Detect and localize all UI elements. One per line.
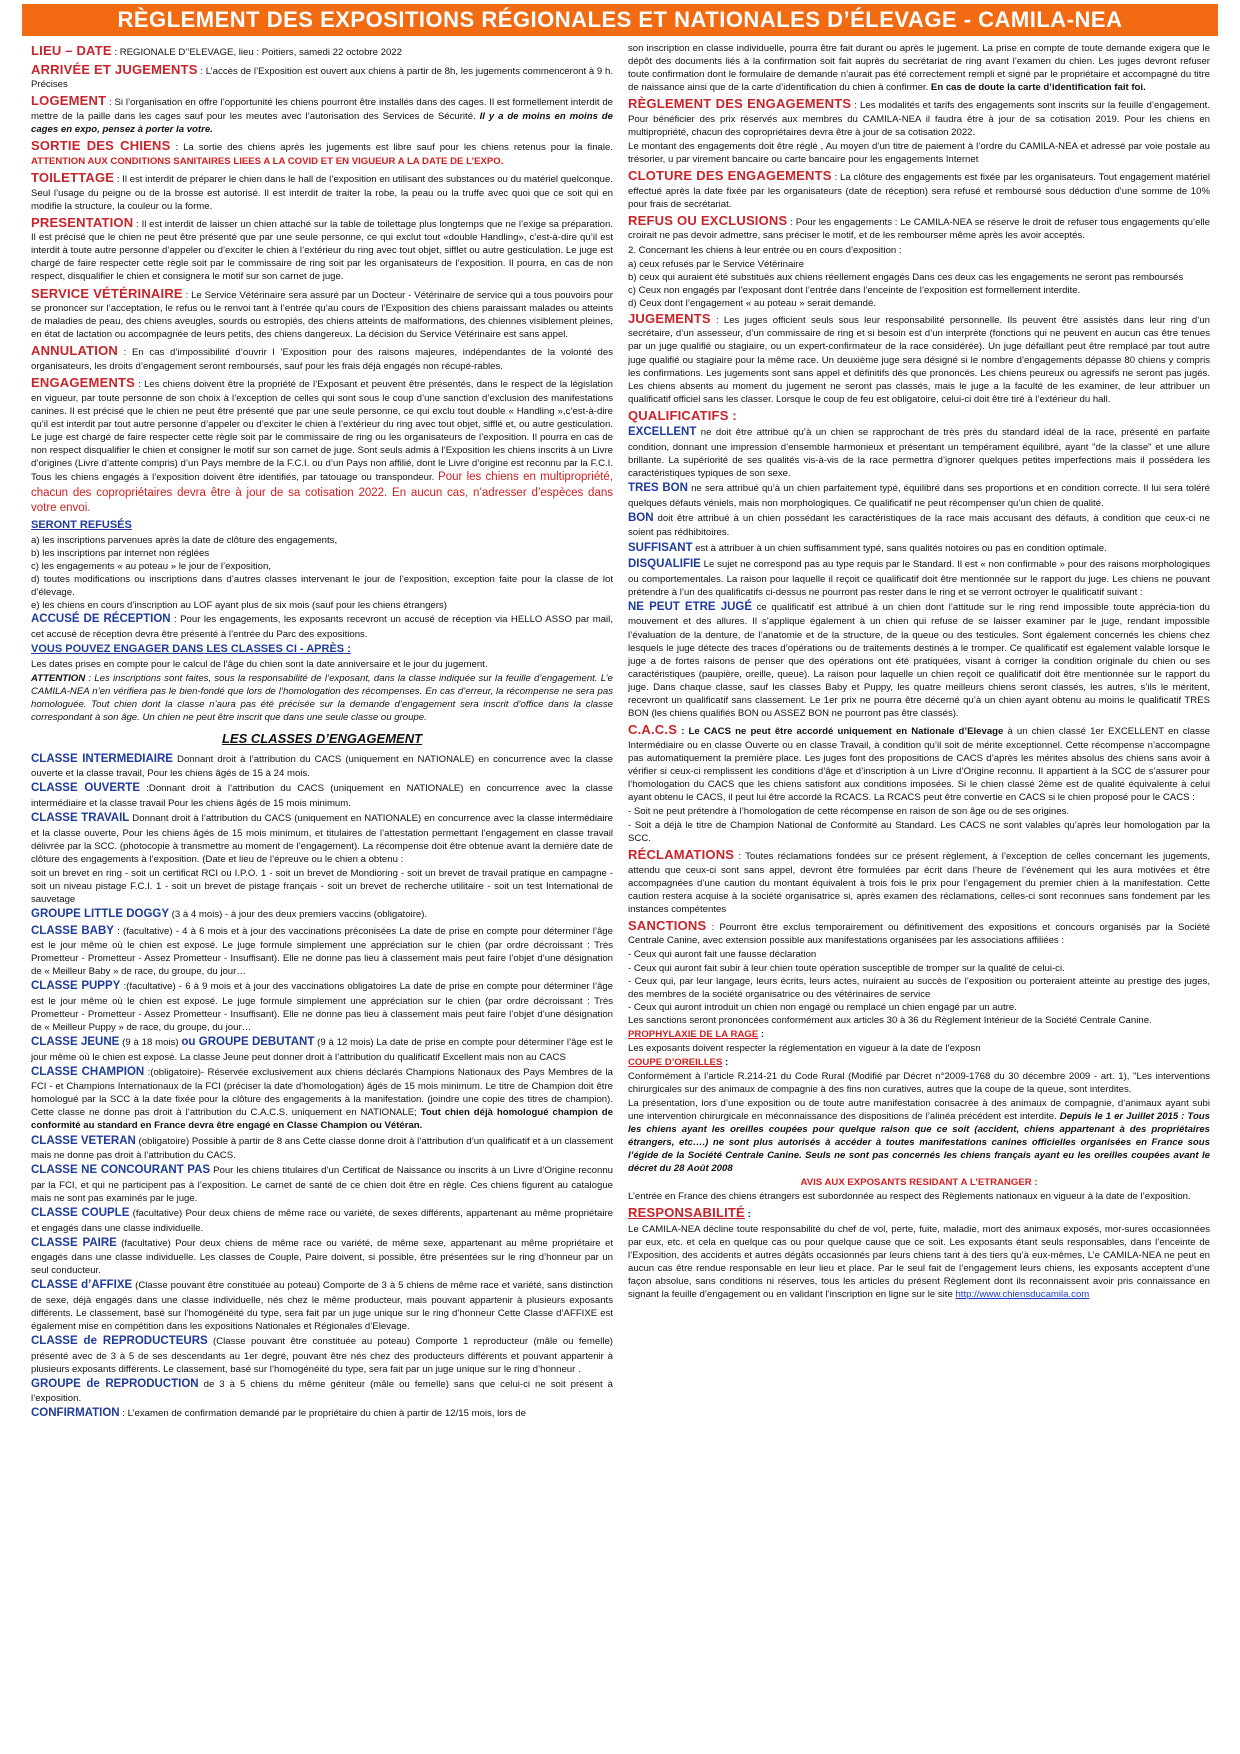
- section-cloture: CLOTURE DES ENGAGEMENTS : La clôture des engagements est fixée par les organisateurs. Tout engagement matériel effectué après la date fixée par les organisateurs (date de réception) sera refusé et remboursé sous déduction d’une somme de 10% pour frais de secrétariat.: [628, 168, 1210, 210]
- class-confirmation: CONFIRMATION : L’examen de confirmation demandé par le propriétaire du chien à partir de 12/15 mois, lors de: [31, 1407, 526, 1420]
- heading-engagements: ENGAGEMENTS: [31, 375, 136, 391]
- section-presentation: PRESENTATION : Il est interdit de laisser un chien attaché sur la table de toilettage plus longtemps que ne l’exige sa préparation. Il est précisé que le chien ne peut être présenté que par une seule personne, ce qui exclut tout «double Handling», c’est-à-dire qu’il est interdit à toute autre personne d’appeler ou d’exciter le chien à l’extérieur du ring avec tout objet, sifflet ou autre gesticulation. Le juge est chargé de faire respecter cette règle soit par le commissaire de ring soit par les organisateurs de l’exposition. Il pourra, en cas de non respect, disqualifier le chien et consignera le motif sur son carnet de juge.: [31, 214, 613, 283]
- section-toilettage: TOILETTAGE : Il est interdit de préparer le chien dans le hall de l’exposition en utilisant des substances ou du matériel quelconque. Seul l’usage du peigne ou de la brosse est autorisé. Il est interdit de traiter la robe, la peau ou la truffe avec quoi que ce soit qui en modifie la structure, la couleur ou la forme.: [31, 169, 613, 212]
- class-jeune: CLASSE JEUNE (9 à 18 mois) ou GROUPE DEBUTANT (9 à 12 mois) La date de prise en compte pour déterminer l’âge est le jour même où le chien est exposé. La classe Jeune peut donner droit à l’attribution du qualificatif Excellent mais non au CACS: [31, 1036, 613, 1063]
- heading-sanctions: SANCTIONS: [628, 917, 707, 933]
- left-column: LIEU – DATE : REGIONALE D’’ELEVAGE, lieu : Poitiers, samedi 22 octobre 2022 ARRIVÉE ET JUGEMENTS : L’accès de l’Exposition est ouvert aux chiens à partir de 8h, les jugements commenceront à 9 h. Précises LOGEMENT : Si l’organisation en offre l’opportunité les chiens pourront être installés dans des cages. Il est formellement interdit de mettre de la paille dans les cages sauf pour les meutes avec l’autorisation des Services de Sécurité. Il y a de moins en moins de cages en expo, pensez à porter la votre. SORTIE DES CHIENS : La sortie des chiens après les jugements est libre sauf pour les chiens retenus pour la finale. ATTENTION AUX CONDITIONS SANITAIRES LIEES A LA COVID ET EN VIGUEUR A LA DATE DE L’EXPO. TOILETTAGE : Il est interdit de préparer le chien dans le hall de l’exposition en utilisant des substances ou du matériel quelconque. Seul l’usage du peigne ou de la brosse est autorisé. Il est interdit de traiter la robe, la peau ou la truffe avec quoi que ce soit qui en modifie la structure, la couleur ou la forme. PRESENTATION : Il est interdit de laisser un chien attaché sur la table de toilettage plus longtemps que ne l’exige sa préparation. Il est précisé que le chien ne peut être présenté que par une seule personne, ce qui exclut tout «double Handling», c’est-à-dire qu’il est interdit à toute autre personne d’appeler ou d’exciter le chien à l’extérieur du ring avec tout objet, sifflet ou autre gesticulation. Le juge est chargé de faire respecter cette règle soit par le commissaire de ring soit par les organisateurs de l’exposition. Il pourra, en cas de non respect, disqualifier le chien et consignera le motif sur son carnet de juge. SERVICE VÉTÉRINAIRE : Le Service Vétérinaire sera assuré par un Docteur - Vétérinaire de service qui a tous pouvoirs pour se prononcer sur l’acceptation, le refus ou le renvoi tant à l’entrée qu’au cours de l’Exposition des chiens paraissant malades ou atteints de maladies de peau, des chiens aveugles, sourds ou estropiés, des chiens atteints de malformations, des chiennes visiblement pleines, en état de lactation ou accompagnée de leurs petits, des chiens dangereux. La décision du Service Vétérinaire est sans appel. ANNULATION : En cas d’impossibilité d’ouvrir l ’Exposition pour des raisons majeures, indépendantes de la volonté des organisateurs, les droits d’engagement seront remboursés, sauf pour les frais déjà engagés non récupé-rables. ENGAGEMENTS : Les chiens doivent être la propriété de l’Exposant et peuvent être présentés, dans le respect de la législation en vigueur, par toute personne de son choix à l’exception de celles qui sont sous le coup d’une sanction d’exclusion des manifestations canines. Il est précisé que le chien ne peut être présenté que par une seule personne, ce qui exclu tout double « Handling »,c’est-à-dire qu’il est interdit par tout autre personne d’appeler ou d’exciter le chien à l’extérieur du ring avec tout objet, sifflé et, ou autre gesticulation. Le juge est chargé de faire respecter cette règle soit par le commissaire de ring ou les organisateurs de l’exposition. Il pourra en cas de non respect disqualifier le chien et consigner le motif sur son carnet de juge. Sont seuls admis à l’Exposition les chiens inscrits à un Livre d’origines (Livre d’attente compris) d’un Pays membre de la F.C.I. ou d’un Pays non affilié, dont le Livre d’origine est reconnu par la F.C.I. Tous les chiens engagés à l’exposition doivent être identifiés, par tatouage ou transpondeur. Pour les chiens en multipropriété, chacun des copropriétaires devra être à jour de sa cotisation 2022. En aucun cas, n’adresser d’espèces dans votre envoi. SERONT REFUSÉS a) les inscriptions parvenues après la date de clôture des engagements, b) les inscriptions par internet non réglées c) les engagements « au poteau » le jour de l’exposition, d) toutes modifications ou inscriptions dans d’autres classes intervenant le jour de l’exposition, exception faite pour la classe de lot d’élevage. e) les chiens en cours d’inscription au LOF ayant plus de six mois (sauf pour les chiens étrangers) ACCUSÉ DE RÉCEPTION : Pour les engagements, les exposants recevront un accusé de réception via HELLO ASSO par mail, cet accusé de réception devra être présenté à l’entrée du Parc des expositions. VOUS POUVEZ ENGAGER DANS LES CLASSES CI - APRÈS : Les dates prises en compte pour le calcul de l’âge du chien sont la date anniversaire et le jour du jugement. ATTENTION : Les inscriptions sont faites, sous la responsabilité de l’exposant, dans la classe indiquée sur la feuille d’engagement. L’e CAMILA-NEA n’en vérifiera pas le bien-fondé que lors de l’homologation des récompenses. En cas d’erreur, la récompense ne sera pas homologuée. Tout chien dont la classe n’aura pas été précisée sur la demande d’engagement sera inscrit d’office dans la classe correspondant à son âge. Un chien ne peut être inscrit que dans une seule classe ou groupe. LES CLASSES D’ENGAGEMENT CLASSE INTERMEDIAIRE Donnant droit à l’attribution du CACS (uniquement en NATIONALE) en concurrence avec la classe ouverte et la classe travail, Pour les chiens âgés de 15 à 24 mois. CLASSE OUVERTE :Donnant droit à l’attribution du CACS (uniquement en NATIONALE) en concurrence avec la classe intermédiaire et la classe travail Pour les chiens âgés de 15 mois minimum. CLASSE TRAVAIL Donnant droit à l’attribution du CACS (uniquement en NATIONALE) en concurrence avec la classe intermédiaire et la classe ouverte, Pour les chiens âgés de 15 mois minimum, et titulaires de l’attestation permettant l’engagement en classe travail délivrée par la SCC. (photocopie à transmettre au moment de l’engagement). La récompense doit être obtenue avant la dernière date de clôture des engagements à l’exposition. (Date et lieu de l’épreuve ou le chien a obtenu : soit un brevet en ring - soit un certificat RCI ou I.P.O. 1 - soit un brevet de Mondioring - soit un brevet de travail pratique en campagne - soit un niveau pistage F.C.I. 1 - soit un brevet de pistage français - soit un brevet de recherche utilitaire - soit un test International de sauvetage GROUPE LITTLE DOGGY (3 à 4 mois) - à jour des deux premiers vaccins (obligatoire). CLASSE BABY : (facultative) - 4 à 6 mois et à jour des vaccinations préconisées La date de prise en compte pour déterminer l’âge est le jour même où le chien est exposé. Le juge formule simplement une appréciation sur le chien (par ordre décroissant : Très Prometteur - Prometteur - Assez Prometteur - Insuffisant). Elle ne donne pas lieu à classement mais peut faire l’objet d’une désignation de « Meilleur Baby » de race, du groupe, du jour… CLASSE PUPPY :(facultative) - 6 à 9 mois et à jour des vaccinations obligatoires La date de prise en compte pour déterminer l’âge est le jour même où le chien est exposé. Le juge formule simplement une appréciation sur le chien (par ordre décroissant : Très Prometteur - Prometteur - Assez Prometteur - Insuffisant). Elle ne donne pas lieu à classement mais peut faire l’objet d’une désignation de « Meilleur Puppy » de race, du groupe, du jour… CLASSE JEUNE (9 à 18 mois) ou GROUPE DEBUTANT (9 à 12 mois) La date de prise en compte pour déterminer l’âge est le jour même où le chien est exposé. La classe Jeune peut donner droit à l’attribution du qualificatif Excellent mais non au CACS CLASSE CHAMPION :(obligatoire)- Réservée exclusivement aux chiens déclarés Champions Nationaux des Pays Membres de la FCI - et Champions Internationaux de la FCI (préciser la date d’homologation) âgés de 15 mois minimum. Le titre de Champion doit être homologué par la SCC à la date fixée pour la clôture des engagements à la manifestation. (joindre une copie des titres de champion). Cette classe ne donne pas droit à l’attribution du C.A.C.S. uniquement en NATIONALE; Tout chien déjà homologué champion de conformité au standard en France devra être engagé en Classe Champion ou Vétéran. CLASSE VETERAN (obligatoire) Possible à partir de 8 ans Cette classe donne droit à l’attribution d’un qualificatif et à un classement mais ne donne pas droit à l’attribution du CACS. CLASSE NE CONCOURANT PAS Pour les chiens titulaires d’un Certificat de Naissance ou inscrits à un Livre d’Origine reconnu par la FCI, et qui ne participent pas à l’exposition. Le carnet de santé de ce chien doit être en règle. Ces chiens figurent au catalogue mais ne sont pas examinés par le juge. CLASSE COUPLE (facultative) Pour deux chiens de même race ou variété, de sexes différents, appartenant au même propriétaire et engagés dans une classe individuelle. CLASSE PAIRE (facultative) Pour deux chiens de même race ou variété, de même sexe, appartenant au même propriétaire et engagés dans une classe individuelle. Les classes de Couple, Paire doivent, si possible, être présentées sur le ring d’honneur par un seul conducteur. CLASSE d’AFFIXE (Classe pouvant être constituée au poteau) Comporte de 3 à 5 chiens de même race et variété, sans distinction de sexe, déjà engagés dans une classe individuelle, nés chez le même producteur, mais pouvant appartenir à plusieurs exposants différents. Le classement, basé sur l’homogénéité du type, sera fait par un juge unique sur le ring d’honneur Cette Classe d’AFFIXE est également mise en compétition dans les expositions Nationales et Régionales d’Elevage. CLASSE de REPRODUCTEURS (Classe pouvant être constituée au poteau) Comporte 1 reproducteur (mâle ou femelle) présenté avec de 3 à 5 de ses descendants au 1er degré, pouvant être nés chez des producteurs différents et pouvant appartenir à plusieurs exposants différents. Le classement, basé sur l’homogénéité du type, sera fait par un juge unique sur le ring d’honneur . GROUPE de REPRODUCTION de 3 à 5 chiens du même géniteur (mâle ou femelle) sans que celui-ci ne soit présent à l’exposition. CONFIRMATION : L’examen de confirmation demandé par le propriétaire du chien à partir de 12/15 mois, lors de: [31, 42, 613, 1742]
- class-travail: CLASSE TRAVAIL Donnant droit à l’attribution du CACS (uniquement en NATIONALE) en concurrence avec la classe intermédiaire et la classe ouverte, Pour les chiens âgés de 15 mois minimum, et titulaires de l’attestation permettant l’engagement en classe travail délivrée par la SCC. (photocopie à transmettre au moment de l’engagement). La récompense doit être obtenue avant la dernière date de clôture des engagements à l’exposition. (Date et lieu de l’épreuve ou le chien a obtenu :: [31, 811, 613, 865]
- section-reglement: RÈGLEMENT DES ENGAGEMENTS : Les modalités et tarifs des engagements sont inscrits sur la feuille d’engagement. Pour bénéficier des prix réservés aux membres du CAMILA-NEA il faudra être à jour de sa cotisation 2019. Pour les chiens en multipropriété, chacun des copropriétaires devra être à jour de sa cotisation 2022.: [628, 96, 1210, 138]
- heading-lieu: LIEU – DATE: [31, 43, 112, 58]
- heading-responsabilite: RESPONSABILITÉ: [628, 1205, 745, 1221]
- qualif-ne-peut-etre-juge: NE PEUT ETRE JUGÉ ce qualificatif est attribué à un chien dont l’attitude sur le ring rend impossible toute apprécia-tion du mouvement et des allures. Il s’applique également à un chien qui refuse de se laisser examiner par le juge, rendant impossible l’évaluation de la denture, de l’anatomie et de la structure, de la queue ou des testicules. Sont également concernés les chiens chez lesquels le juge détecte des traces d’opérations ou de traitements destinés à le tromper. Ce qualificatif est également valable lorsque le juge a de fortes raisons de penser que des opérations ont été pratiquées, visant à corriger la condition originale du chien ou ses caractéristiques (paupière, oreille, queue). La raison pour laquelle un chien reçoit ce qualificatif doit être mentionnée sur le rapport du juge. Dans chaque classe, sauf les classes Baby et Puppy, les quatre meilleurs chiens seront classés, les autres, s’ils le méritent, recevront un qualificatif sans classement. Le 1er prix ne pourra être décerné qu’à un chien ayant obtenu au moins le qualificatif TRES BON (les chiens qualifiés BON ou ASSEZ BON ne pourront pas être classés).: [628, 600, 1210, 719]
- website-link[interactable]: http://www.chiensducamila.com: [955, 1289, 1090, 1301]
- class-intermediaire: CLASSE INTERMEDIAIRE Donnant droit à l’attribution du CACS (uniquement en NATIONALE) en concurrence avec la classe ouverte et la classe travail, Pour les chiens âgés de 15 à 24 mois.: [31, 752, 613, 780]
- list-item: c) les engagements « au poteau » le jour de l’exposition,: [31, 560, 271, 572]
- section-service: SERVICE VÉTÉRINAIRE : Le Service Vétérinaire sera assuré par un Docteur - Vétérinaire de service qui a tous pouvoirs pour se prononcer sur l’acceptation, le refus ou le renvoi tant à l’entrée qu’au cours de l’Exposition des chiens paraissant malades ou atteints de maladies de peau, des chiens aveugles, sourds ou estropiés, des chiens atteints de malformations, des chiennes visiblement pleines, en état de lactation ou accompagnée de leurs petits, des chiens dangereux. La décision du Service Vétérinaire est sans appel.: [31, 285, 613, 341]
- section-avis: [628, 1176, 1210, 1189]
- class-groupe-reproduction: GROUPE de REPRODUCTION de 3 à 5 chiens du même géniteur (mâle ou femelle) sans que celui-ci ne soit présent à l’exposition.: [31, 1377, 613, 1405]
- title-banner: [22, 4, 1218, 36]
- section-sortie: SORTIE DES CHIENS : La sortie des chiens après les jugements est libre sauf pour les chiens retenus pour la finale. ATTENTION AUX CONDITIONS SANITAIRES LIEES A LA COVID ET EN VIGUEUR A LA DATE DE L’EXPO.: [31, 138, 613, 167]
- qualif-excellent: EXCELLENT ne doit être attribué qu’à un chien se rapprochant de très près du standard idéal de la race, présenté en parfaite condition, donnant une impression d’ensemble harmonieux et présentant un tempérament équilibré, ayant "de la classe" et une allure brillante. La supériorité de ses qualités vis-à-vis de la race permettra d’ignorer quelques petites imperfections mais il possédera les caractéristiques typiques de son sexe.: [628, 426, 1210, 480]
- class-paire: CLASSE PAIRE (facultative) Pour deux chiens de même race ou variété, de même sexe, appartenant au même propriétaire et engagés dans une classe individuelle. Les classes de Couple, Paire doivent, si possible, être présentées sur le ring d’honneur par un seul conducteur.: [31, 1236, 613, 1277]
- section-accuse: ACCUSÉ DE RÉCEPTION : Pour les engagements, les exposants recevront un accusé de réception via HELLO ASSO par mail, cet accusé de réception devra être présenté à l’entrée du Parc des expositions.: [31, 613, 613, 640]
- heading-vous: VOUS POUVEZ ENGAGER DANS LES CLASSES CI - APRÈS :: [31, 642, 351, 655]
- heading-sortie: SORTIE DES CHIENS: [31, 138, 171, 154]
- refus-list: [628, 258, 1210, 310]
- list-item: b) ceux qui auraient été substitués aux chiens réellement engagés Dans ces deux cas les engagements ne seront pas remboursés: [628, 271, 1184, 283]
- list-item: b) les inscriptions par internet non réglées: [31, 547, 210, 559]
- class-champion: CLASSE CHAMPION :(obligatoire)- Réservée exclusivement aux chiens déclarés Champions Nationaux des Pays Membres de la FCI - et Champions Internationaux de la FCI (préciser la date d’homologation) âgés de 15 mois minimum. Le titre de Champion doit être homologué par la SCC à la date fixée pour la clôture des engagements à la manifestation. (joindre une copie des titres de champion). Cette classe ne donne pas droit à l’attribution du C.A.C.S. uniquement en NATIONALE; Tout chien déjà homologué champion de conformité au standard en France devra être engagé en Classe Champion ou Vétéran.: [31, 1065, 613, 1132]
- sanctions-list: [628, 948, 1210, 1013]
- list-item: a) ceux refusés par le Service Vétérinaire: [628, 258, 804, 270]
- class-affixe: CLASSE d’AFFIXE (Classe pouvant être constituée au poteau) Comporte de 3 à 5 chiens de même race et variété, sans distinction de sexe, déjà engagés dans une classe individuelle, nés chez le même producteur, mais pouvant appartenir à plusieurs exposants différents. Le classement, basé sur l’homogénéité du type, sera fait par un juge unique sur le ring d’honneur Cette Classe d’AFFIXE est également mise en compétition dans les expositions Nationales et Régionales d’Elevage.: [31, 1279, 613, 1333]
- qualif-bon: BON doit être attribué à un chien possédant les caractéristiques de la race mais accusant des défauts, à condition que ceux-ci ne soient pas rédhibitoires.: [628, 511, 1210, 539]
- heading-arrivee: ARRIVÉE ET JUGEMENTS: [31, 61, 198, 77]
- section-logement: LOGEMENT : Si l’organisation en offre l’opportunité les chiens pourront être installés dans des cages. Il est formellement interdit de mettre de la paille dans les cages sauf pour les meutes avec l’autorisation des Services de Sécurité. Il y a de moins en moins de cages en expo, pensez à porter la votre.: [31, 93, 613, 136]
- qualif-suffisant: SUFFISANT est à attribuer à un chien suffisamment typé, sans qualités notoires ou pas en condition optimale.: [628, 541, 1107, 554]
- class-reproducteurs: CLASSE de REPRODUCTEURS (Classe pouvant être constituée au poteau) Comporte 1 reproducteur (mâle ou femelle) présenté avec de 3 à 5 de ses descendants au 1er degré, pouvant être nés chez des producteurs différents et pouvant appartenir à plusieurs exposants différents. Le classement, basé sur l’homogénéité du type, sera fait par un juge unique sur le ring d’honneur .: [31, 1335, 613, 1375]
- section-coupe: COUPE D’OREILLES :: [628, 1056, 729, 1068]
- classes-title: LES CLASSES D’ENGAGEMENT: [221, 730, 423, 746]
- refuses-list: [31, 534, 613, 612]
- heading-reglement: RÈGLEMENT DES ENGAGEMENTS: [628, 96, 852, 112]
- section-engagements: ENGAGEMENTS : Les chiens doivent être la propriété de l’Exposant et peuvent être présentés, dans le respect de la législation en vigueur, par toute personne de son choix à l’exception de celles qui sont sous le coup d’une sanction d’exclusion des manifestations canines. Il est précisé que le chien ne peut être présenté que par une seule personne, ce qui exclu tout double « Handling »,c’est-à-dire qu’il est interdit par tout autre personne d’appeler ou d’exciter le chien à l’extérieur du ring avec tout objet, sifflé et, ou autre gesticulation. Le juge est chargé de faire respecter cette règle soit par le commissaire de ring ou les organisateurs de l’exposition. Il pourra en cas de non respect disqualifier le chien et consigner le motif sur son carnet de juge. Sont seuls admis à l’Exposition les chiens inscrits à un Livre d’origines (Livre d’attente compris) d’un Pays membre de la F.C.I. ou d’un Pays non affilié, dont le Livre d’origine est reconnu par la F.C.I. Tous les chiens engagés à l’exposition doivent être identifiés, par tatouage ou transpondeur. Pour les chiens en multipropriété, chacun des copropriétaires devra être à jour de sa cotisation 2022. En aucun cas, n’adresser d’espèces dans votre envoi.: [31, 375, 613, 515]
- section-attention: ATTENTION : Les inscriptions sont faites, sous la responsabilité de l’exposant, dans la classe indiquée sur la feuille d’engagement. L’e CAMILA-NEA n’en vérifiera pas le bien-fondé que lors de l’homologation des récompenses. En cas d’erreur, la récompense ne sera pas homologuée. Tout chien dont la classe n’aura pas été précisée sur la demande d’engagement sera inscrit d’office dans la classe correspondant à son âge. Un chien ne peut être inscrit que dans une seule classe ou groupe.: [31, 672, 613, 723]
- list-item: - Ceux qui auront introduit un chien non engagé ou remplacé un chien engagé par un autre.: [628, 1001, 1017, 1013]
- class-little-doggy: GROUPE LITTLE DOGGY (3 à 4 mois) - à jour des deux premiers vaccins (obligatoire).: [31, 907, 428, 920]
- list-item: - Ceux qui auront fait subir à leur chien toute opération susceptible de tromper sur la qualité de celui-ci.: [628, 962, 1065, 974]
- class-ouverte: CLASSE OUVERTE :Donnant droit à l’attribution du CACS (uniquement en NATIONALE) en concurrence avec la classe intermédiaire et la classe travail Pour les chiens âgés de 15 mois minimum.: [31, 782, 613, 809]
- section-responsabilite: RESPONSABILITÉ :: [628, 1205, 751, 1221]
- section-lieu: LIEU – DATE : REGIONALE D’’ELEVAGE, lieu : Poitiers, samedi 22 octobre 2022: [31, 43, 402, 58]
- qualif-disqualifie: DISQUALIFIE Le sujet ne correspond pas au type requis par le Standard. Il est « non confirmable » pour des raisons morphologiques ou comportementales. La raison pour laquelle il reçoit ce qualificatif doit être mentionnée sur le rapport du juge. Les chiens ne pouvant prétendre à l’un des qualificatifs ci-dessus ne pourront pas rester dans le ring et se verront octroyer le qualificatif suivant :: [628, 558, 1210, 598]
- section-refuses: [31, 518, 613, 533]
- heading-service: SERVICE VÉTÉRINAIRE: [31, 285, 183, 301]
- heading-accuse: ACCUSÉ DE RÉCEPTION: [31, 613, 171, 626]
- heading-qualificatifs: QUALIFICATIFS :: [628, 407, 737, 423]
- section-jugements: JUGEMENTS : Les juges officient seuls sous leur responsabilité personnelle. Ils peuvent être assistés dans leur ring d’un secrétaire, d’un assesseur, d’un commissaire de ring et si besoin est d’un interprète (fonctions qui ne peuvent en aucun cas être tenues par un juge qualifié ou stagiaire, ou un expert-confirmateur de la race considérée). Un juge défaillant peut être remplacé par tout autre juge qualifié ou stagiaire pour la même race. Un deuxième juge sera désigné si le nombre d’engagements dépasse 80 chiens y compris les confirmations. Les jugements sont sans appel et définitifs dès que prononcés. Les chiens peureux ou agressifs ne seront pas jugés. Les chiens absents au moment du jugement ne seront pas classés, mais le juge a la faculté de les examiner, de leur attribuer un qualificatif officiel sans les classer. Lorsque le coup de feu est obligatoire, celui-ci doit être tiré à l’extérieur du hall.: [628, 310, 1210, 405]
- heading-annulation: ANNULATION: [31, 343, 118, 359]
- section-qualificatifs: [628, 407, 1210, 425]
- list-item: a) les inscriptions parvenues après la date de clôture des engagements,: [31, 534, 338, 546]
- class-veteran: CLASSE VETERAN (obligatoire) Possible à partir de 8 ans Cette classe donne droit à l’attribution d’un qualificatif et à un classement mais ne donne pas droit à l’attribution du CACS.: [31, 1134, 613, 1162]
- heading-coupe: COUPE D’OREILLES: [628, 1056, 723, 1068]
- section-reclamations: RÉCLAMATIONS : Toutes réclamations fondées sur ce présent règlement, à l’exception de celles concernant les jugements, attendu que ceux-ci sont sans appel, devront être formulées par écrit dans l’heure de l’événement qui les aura motivées et être accompagnées d’une caution du montant équivalent à trois fois le prix pour l’engagement du premier chien à la manifestation. Cette caution restera acquise à la société organisatrice si, après examen des réclamations, celles-ci sont reconnues sans fondement par les instances compétentes: [628, 846, 1210, 915]
- list-item: c) Ceux non engagés par l’exposant dont l’entrée dans l’enceinte de l’exposition est formellement interdite.: [628, 284, 1081, 296]
- list-item: d) toutes modifications ou inscriptions dans d’autres classes intervenant le jour de l’exposition, exception faite pour la classe de lot d’élevage.: [31, 573, 613, 598]
- class-couple: CLASSE COUPLE (facultative) Pour deux chiens de même race ou variété, de sexes différents, appartenant au même propriétaire et engagés dans une classe individuelle.: [31, 1206, 613, 1234]
- list-item: e) les chiens en cours d’inscription au LOF ayant plus de six mois (sauf pour les chiens étrangers): [31, 600, 447, 612]
- section-sanctions: SANCTIONS : Pourront être exclus temporairement ou définitivement des expositions et concours organisés par la Société Centrale Canine, avec extension possible aux manifestations organisées par les associations affiliées :: [628, 917, 1210, 947]
- heading-cloture: CLOTURE DES ENGAGEMENTS: [628, 168, 832, 184]
- section-prophylaxie: PROPHYLAXIE DE LA RAGE :: [628, 1028, 765, 1040]
- section-arrivee: ARRIVÉE ET JUGEMENTS : L’accès de l’Exposition est ouvert aux chiens à partir de 8h, les jugements commenceront à 9 h. Précises: [31, 61, 613, 91]
- heading-attention: ATTENTION: [31, 672, 86, 684]
- class-ne-concourant-pas: CLASSE NE CONCOURANT PAS Pour les chiens titulaires d’un Certificat de Naissance ou inscrits à un Livre d’Origine reconnu par la FCI, et qui ne participent pas à l’exposition. Le carnet de santé de ce chien doit être en règle. Ces chiens figurent au catalogue mais ne sont pas examinés par le juge.: [31, 1164, 613, 1204]
- heading-cacs: C.A.C.S: [628, 721, 678, 737]
- list-item: d) Ceux dont l’engagement « au poteau » serait demandé.: [628, 297, 877, 309]
- section-cacs: C.A.C.S : Le CACS ne peut être accordé uniquement en Nationale d’Elevage à un chien classé 1er EXCELLENT en classe Intermédiaire ou en classe Ouverte ou en classe Travail, à condition qu’il soit de mérite exceptionnel. Cette récompense n’accompagne pas automatiquement la première place. Les juges font des propositions de CACS d’après les mérites absolus des chiens sans avoir à vérifier si ceux-ci remplissent les conditions d’âge et d’inscription à un Livre d’Origine reconnu. Il appartient à la SCC de s’assurer pour l’homologation du CACS que les chiens satisfont aux conditions imposées. Si le chien classé 2ème est de qualité équivalente à celui ayant obtenu le CACS, il peut lui être accordé la RCACS. La RCACS peut être convertie en CACS si le chien proposé pour le CACS :: [628, 721, 1210, 803]
- heading-jugements: JUGEMENTS: [628, 310, 711, 326]
- heading-avis: AVIS AUX EXPOSANTS RESIDANT A L’ETRANGER :: [800, 1177, 1038, 1189]
- heading-prophylaxie: PROPHYLAXIE DE LA RAGE: [628, 1028, 759, 1040]
- heading-toilettage: TOILETTAGE: [31, 169, 115, 185]
- section-refus: REFUS OU EXCLUSIONS : Pour les engagements : Le CAMILA-NEA se réserve le droit de refuser tous engagements qu’elle croirait ne pas devoir admettre, sans préciser le motif, et de les rembourser même après les avoir acceptés.: [628, 212, 1210, 242]
- section-confirmation-cont: son inscription en classe individuelle, pourra être fait durant ou après le jugement. La prise en compte de toute demande exigera que le dépôt des documents liés à la confirmation soit fait auprès du secrétariat de ring avant l’examen du chien. Les juges devront refuser toute confirmation dont le formulaire de demande n’aurait pas été correctement rempli et signé par le propriétaire et accompagné du titre de naissance ainsi que de la carte d’identification du chien à confirmer. En cas de doute la carte d’identification fait foi.: [628, 43, 1210, 94]
- heading-reclamations: RÉCLAMATIONS: [628, 846, 735, 862]
- right-column: son inscription en classe individuelle, pourra être fait durant ou après le jugement. La prise en compte de toute demande exigera que le dépôt des documents liés à la confirmation soit fait auprès du secrétariat de ring avant l’examen du chien. Les juges devront refuser toute confirmation dont le formulaire de demande n’aurait pas été correctement rempli et signé par le propriétaire et accompagné du titre de naissance ainsi que de la carte d’identification du chien à confirmer. En cas de doute la carte d’identification fait foi. RÈGLEMENT DES ENGAGEMENTS : Les modalités et tarifs des engagements sont inscrits sur la feuille d’engagement. Pour bénéficier des prix réservés aux membres du CAMILA-NEA il faudra être à jour de sa cotisation 2019. Pour les chiens en multipropriété, chacun des copropriétaires devra être à jour de sa cotisation 2022. Le montant des engagements doit être réglé , Au moyen d’un titre de paiement à l’ordre du CAMILA-NEA et adressé par voie postale au trésorier, u par virement bancaire ou carte bancaire pour les engagements Internet CLOTURE DES ENGAGEMENTS : La clôture des engagements est fixée par les organisateurs. Tout engagement matériel effectué après la date fixée par les organisateurs (date de réception) sera refusé et remboursé sous déduction d’une somme de 10% pour frais de secrétariat. REFUS OU EXCLUSIONS : Pour les engagements : Le CAMILA-NEA se réserve le droit de refuser tous engagements qu’elle croirait ne pas devoir admettre, sans préciser le motif, et de les rembourser même après les avoir acceptés. 2. Concernant les chiens à leur entrée ou en cours d’exposition : a) ceux refusés par le Service Vétérinaire b) ceux qui auraient été substitués aux chiens réellement engagés Dans ces deux cas les engagements ne seront pas remboursés c) Ceux non engagés par l’exposant dont l’entrée dans l’enceinte de l’exposition est formellement interdite. d) Ceux dont l’engagement « au poteau » serait demandé. JUGEMENTS : Les juges officient seuls sous leur responsabilité personnelle. Ils peuvent être assistés dans leur ring d’un secrétaire, d’un assesseur, d’un commissaire de ring et si besoin est d’un interprète (fonctions qui ne peuvent en aucun cas être tenues par un juge qualifié ou stagiaire, ou un expert-confirmateur de la race considérée). Un juge défaillant peut être remplacé par tout autre juge qualifié ou stagiaire pour la même race. Un deuxième juge sera désigné si le nombre d’engagements dépasse 80 chiens y compris les confirmations. Les jugements sont sans appel et définitifs dès que prononcés. Les chiens peureux ou agressifs ne seront pas jugés. Les chiens absents au moment du jugement ne seront pas classés, mais le juge a la faculté de les examiner, de leur attribuer un qualificatif officiel sans les classer. Lorsque le coup de feu est obligatoire, celui-ci doit être tiré à l’extérieur du hall. QUALIFICATIFS : EXCELLENT ne doit être attribué qu’à un chien se rapprochant de très près du standard idéal de la race, présenté en parfaite condition, donnant une impression d’ensemble harmonieux et présentant un tempérament équilibré, ayant "de la classe" et une allure brillante. La supériorité de ses qualités vis-à-vis de la race permettra d’ignorer quelques petites imperfections mais il possédera les caractéristiques typiques de son sexe. TRES BON ne sera attribué qu’à un chien parfaitement typé, équilibré dans ses proportions et en condition correcte. Il lui sera toléré quelques défauts véniels, mais non morphologiques. Ce qualificatif ne peut récompenser qu’un chien de qualité. BON doit être attribué à un chien possédant les caractéristiques de la race mais accusant des défauts, à condition que ceux-ci ne soient pas rédhibitoires. SUFFISANT est à attribuer à un chien suffisamment typé, sans qualités notoires ou pas en condition optimale. DISQUALIFIE Le sujet ne correspond pas au type requis par le Standard. Il est « non confirmable » pour des raisons morphologiques ou comportementales. La raison pour laquelle il reçoit ce qualificatif doit être mentionnée sur le rapport du juge. Les chiens ne pouvant prétendre à l’un des qualificatifs ci-dessus ne pourront pas rester dans le ring et se verront octroyer le qualificatif suivant : NE PEUT ETRE JUGÉ ce qualificatif est attribué à un chien dont l’attitude sur le ring rend impossible toute apprécia-tion du mouvement et des allures. Il s’applique également à un chien qui refuse de se laisser examiner par le juge, rendant impossible l’évaluation de la denture, de l’anatomie et de la structure, de la queue ou des testicules. Sont également concernés les chiens chez lesquels le juge détecte des traces d’opérations ou de traitements destinés à le tromper. Ce qualificatif est également valable lorsque le juge a de fortes raisons de penser que des opérations ont été pratiquées, visant à corriger la condition originale du chien ou ses caractéristiques (paupière, oreille, queue). La raison pour laquelle un chien reçoit ce qualificatif doit être mentionnée sur le rapport du juge. Dans chaque classe, sauf les classes Baby et Puppy, les quatre meilleurs chiens seront classés, les autres, s’ils le méritent, recevront un qualificatif sans classement. Le 1er prix ne pourra être décerné qu’à un chien ayant obtenu au moins le qualificatif TRES BON (les chiens qualifiés BON ou ASSEZ BON ne pourront pas être classés). C.A.C.S : Le CACS ne peut être accordé uniquement en Nationale d’Elevage à un chien classé 1er EXCELLENT en classe Intermédiaire ou en classe Ouverte ou en classe Travail, à condition qu’il soit de mérite exceptionnel. Cette récompense n’accompagne pas automatiquement la première place. Les juges font des propositions de CACS d’après les mérites absolus des chiens sans avoir à vérifier si ceux-ci remplissent les conditions d’âge et d’inscription à un Livre d’Origine reconnu. Il appartient à la SCC de s’assurer pour l’homologation du CACS que les chiens satisfont aux conditions imposées. Si le chien classé 2ème est de qualité équivalente à celui ayant obtenu le CACS, il peut lui être accordé la RCACS. La RCACS peut être convertie en CACS si le chien proposé pour le CACS : - Soit ne peut prétendre à l’homologation de cette récompense en raison de son âge ou de ses origines. - Soit a déjà le titre de Champion National de Conformité au Standard. Les CACS ne sont valables qu’après leur homologation par la SCC. RÉCLAMATIONS : Toutes réclamations fondées sur ce présent règlement, à l’exception de celles concernant les jugements, attendu que ceux-ci sont sans appel, devront être formulées par écrit dans l’heure de l’événement qui les aura motivées et être accompagnées d’une caution du montant équivalent à trois fois le prix pour l’engagement du premier chien à la manifestation. Cette caution restera acquise à la société organisatrice si, après examen des réclamations, celles-ci sont reconnues sans fondement par les instances compétentes SANCTIONS : Pourront être exclus temporairement ou définitivement des expositions et concours organisés par la Société Centrale Canine, avec extension possible aux manifestations organisées par les associations affiliées : - Ceux qui auront fait une fausse déclaration - Ceux qui auront fait subir à leur chien toute opération susceptible de tromper sur la qualité de celui-ci. - Ceux qui, par leur langage, leurs écrits, leurs actes, nuiraient au succès de l’exposition ou porteraient atteinte au prestige des juges, des membres de la société organisatrice ou des vétérinaires de service - Ceux qui auront introduit un chien non engagé ou remplacé un chien engagé par un autre. Les sanctions seront prononcées conformément aux articles 30 à 36 du Règlement Intérieur de la Société Centrale Canine. PROPHYLAXIE DE LA RAGE : Les exposants doivent respecter la réglementation en vigueur à la date de l’exposn COUPE D’OREILLES : Conformément à l’article R.214-21 du Code Rural (Modifié par Décret n°2009-1768 du 30 décembre 2009 - art. 1), "Les interventions chirurgicales sur des animaux de compagnie à des fins non curatives, autres que la coupe de la queue, sont interdites. La présentation, lors d’une exposition ou de toute autre manifestation consacrée à des animaux de compagnie, d’animaux ayant subi une intervention chirurgicale en méconnaissance des dispositions de l’alinéa précédent est interdite. Depuis le 1 er Juillet 2015 : Tous les chiens ayant les oreilles coupées pour quelque raison que ce soit (accident, chiens appartenant à des propriétaires étrangers, etc….) ne sont plus autorisés à accéder à toutes manifestations canines officielles organisées en France sous l’égide de la Société Centrale Canine. Seuls ne sont pas concernés les chiens français ayant eu les oreilles coupées avant le décret du 28 Août 2008 AVIS AUX EXPOSANTS RESIDANT A L’ETRANGER : L’entrée en France des chiens étrangers est subordonnée au respect des Règlements nationaux en vigueur à la date de l’exposition. RESPONSABILITÉ : Le CAMILA-NEA décline toute responsabilité du chef de vol, perte, fuite, maladie, mort des animaux exposés, mor-sures occasionnées par eux, etc. et cela en quelque cas ou pour quelque cause que ce soit. Les exposants étant seuls responsables, dans l’enceinte de l’Exposition, des accidents et autres dégâts occasionnés par leurs chiens tant à des tiers qu’à eux-mêmes, L’e CAMILA-NEA ne peut en aucun cas être rendue responsable en leur lieu et place. Par le seul fait de l’engagement leurs chiens, les exposants acceptent d’une façon absolue, sans conditions ni réserves, tous les articles du présent Règlement dont ils reconnaissent avoir pris connaissance en signant la feuille d’engagement ou en validant l’inscription en ligne sur le site http://www.chiensducamila.com: [628, 43, 1210, 1301]
- page-title: RÈGLEMENT DES EXPOSITIONS RÉGIONALES ET NATIONALES D’ÉLEVAGE - CAMILA-NEA: [117, 7, 1123, 32]
- section-annulation: ANNULATION : En cas d’impossibilité d’ouvrir l ’Exposition pour des raisons majeures, indépendantes de la volonté des organisateurs, les droits d’engagement seront remboursés, sauf pour les frais déjà engagés non récupé-rables.: [31, 343, 613, 372]
- list-item: - Ceux qui, par leur langage, leurs écrits, leurs actes, nuiraient au succès de l’exposition ou porteraient atteinte au prestige des juges, des membres de la société organisatrice ou des vétérinaires de service: [628, 975, 1210, 1000]
- heading-logement: LOGEMENT: [31, 93, 107, 109]
- class-baby: CLASSE BABY : (facultative) - 4 à 6 mois et à jour des vaccinations préconisées La date de prise en compte pour déterminer l’âge est le jour même où le chien est exposé. Le juge formule simplement une appréciation sur le chien (par ordre décroissant : Très Prometteur - Prometteur - Assez Prometteur - Insuffisant). Elle ne donne pas lieu à classement mais peut faire l’objet d’une désignation de « Meilleur Baby » de race, du groupe, du jour…: [31, 924, 613, 978]
- heading-refus: REFUS OU EXCLUSIONS: [628, 212, 788, 228]
- heading-presentation: PRESENTATION: [31, 214, 134, 230]
- list-item: - Ceux qui auront fait une fausse déclaration: [628, 949, 817, 961]
- section-vous: [31, 642, 613, 657]
- qualif-tres-bon: TRES BON ne sera attribué qu’à un chien parfaitement typé, équilibré dans ses proportions et en condition correcte. Il lui sera toléré quelques défauts véniels, mais non morphologiques. Ce qualificatif ne peut récompenser qu’un chien de qualité.: [628, 482, 1210, 509]
- heading-refuses: SERONT REFUSÉS: [31, 518, 132, 531]
- class-puppy: CLASSE PUPPY :(facultative) - 6 à 9 mois et à jour des vaccinations obligatoires La date de prise en compte pour déterminer l’âge est le jour même où le chien est exposé. Le juge formule simplement une appréciation sur le chien (par ordre décroissant : Très Prometteur - Prometteur - Assez Prometteur - Insuffisant). Elle ne donne pas lieu à classement mais peut faire l’objet d’une désignation de « Meilleur Puppy » de race, du groupe, du jour…: [31, 980, 613, 1033]
